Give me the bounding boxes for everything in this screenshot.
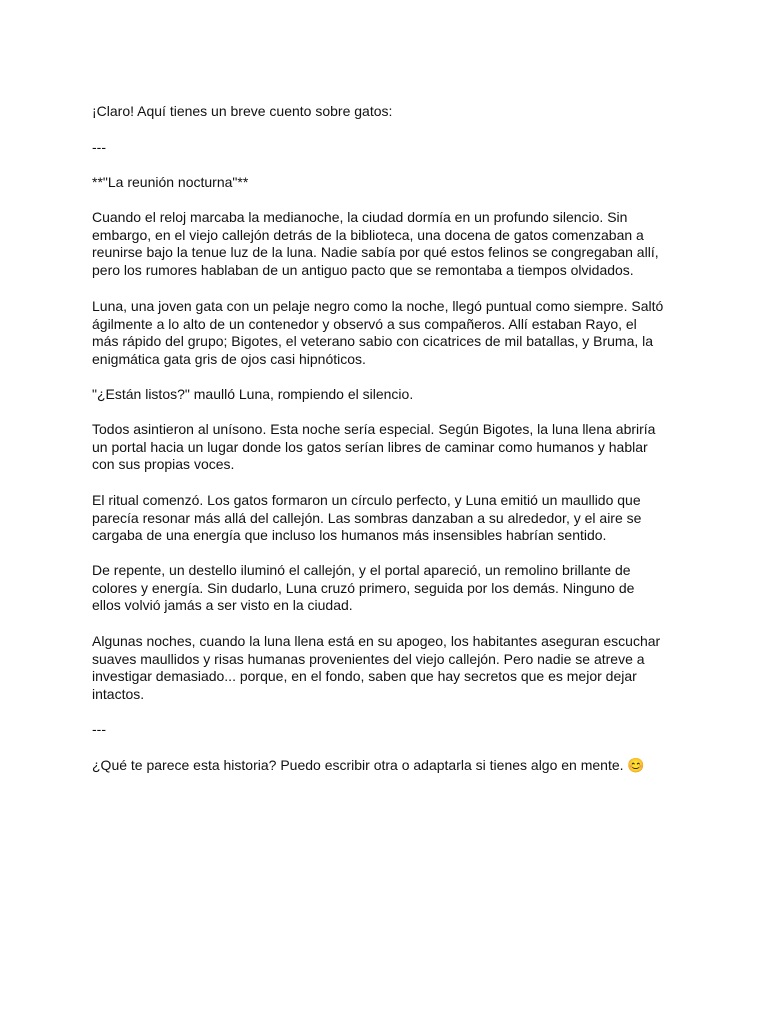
intro-line: ¡Claro! Aquí tienes un breve cuento sobre gatos: <box>92 103 393 119</box>
paragraph-5: El ritual comenzó. Los gatos formaron un círculo perfecto, y Luna emitió un maullido que parecía resonar más allá del callejón. Las sombras danzaban a su alrededor, y el aire se cargaba de una energía que incluso los humanos más insensibles habrían sentido. <box>92 492 642 544</box>
paragraph-1: Cuando el reloj marcaba la medianoche, la ciudad dormía en un profundo silencio. Sin embargo, en el viejo callejón detrás de la biblioteca, una docena de gatos comenzaban a reunirse bajo la tenue luz de la luna. Nadie sabía por qué estos felinos se congregaban allí, pero los rumores hablaban de un antiguo pacto que se remontaba a tiempos olvidados. <box>92 209 659 279</box>
story-title: **"La reunión nocturna"** <box>92 174 249 190</box>
paragraph-4: Todos asintieron al unísono. Esta noche sería especial. Según Bigotes, la luna llena abriría un portal hacia un lugar donde los gatos serían libres de caminar como humanos y hablar con sus propias voces. <box>92 421 656 473</box>
paragraph-7: Algunas noches, cuando la luna llena está en su apogeo, los habitantes aseguran escuchar suaves maullidos y risas humanas provenientes del viejo callejón. Pero nadie se atreve a investigar demasiado... porque, en el fondo, saben que hay secretos que es mejor dejar intactos. <box>92 633 661 703</box>
separator-bottom: --- <box>92 721 106 737</box>
paragraph-6: De repente, un destello iluminó el callejón, y el portal apareció, un remolino brillante de colores y energía. Sin dudarlo, Luna cruzó primero, seguida por los demás. Ninguno de ellos volvió jamás a ser visto en la ciudad. <box>92 562 635 614</box>
paragraph-3: "¿Están listos?" maulló Luna, rompiendo el silencio. <box>92 386 414 402</box>
closing-line: ¿Qué te parece esta historia? Puedo escribir otra o adaptarla si tienes algo en mente. 😊 <box>92 757 645 773</box>
paragraph-2: Luna, una joven gata con un pelaje negro como la noche, llegó puntual como siempre. Saltó ágilmente a lo alto de un contenedor y observó a sus compañeros. Allí estaban Rayo, el más rápido del grupo; Bigotes, el veterano sabio con cicatrices de mil batallas, y Bruma, la enigmática gata gris de ojos casi hipnóticos. <box>92 298 664 368</box>
separator-top: --- <box>92 139 106 155</box>
